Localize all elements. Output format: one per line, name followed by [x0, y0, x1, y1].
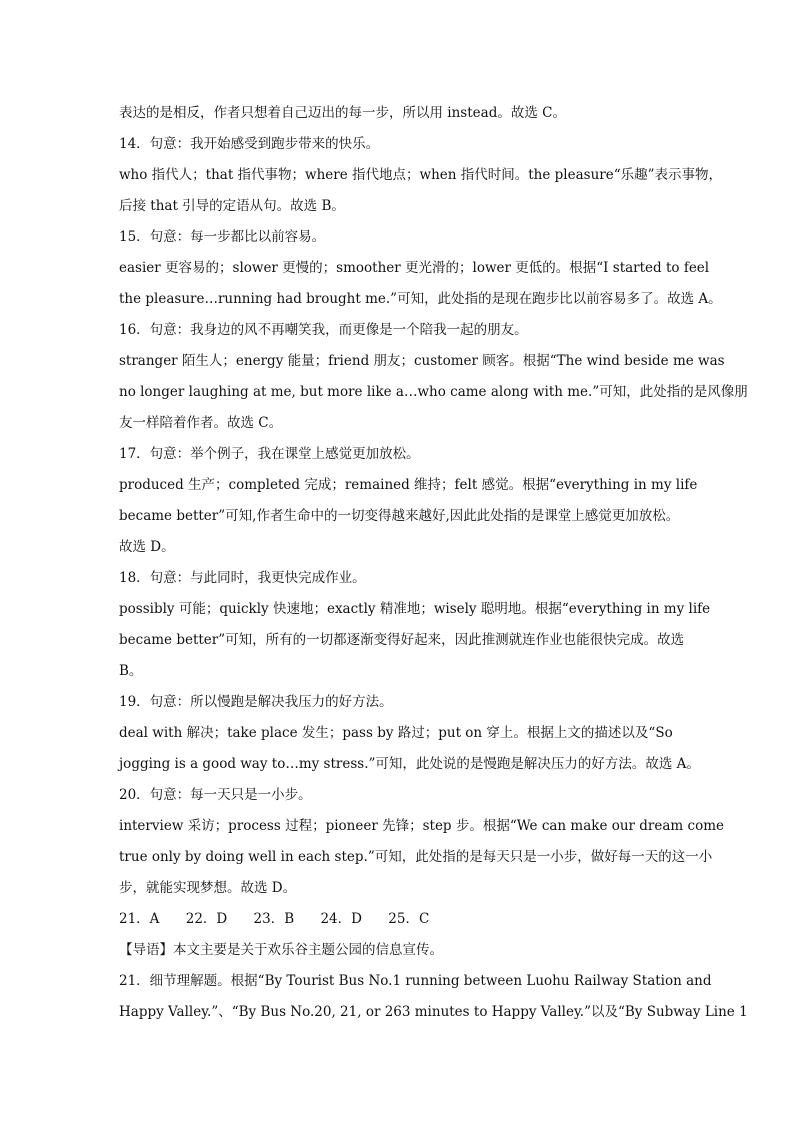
text-line: became better”可知，所有的一切都逐渐变得好起来，因此推测就连作业也能很快完成。故选: [119, 632, 685, 648]
text-line: possibly 可能；quickly 快速地；exactly 精准地；wisely 聪明地。根据“everything in my life: [119, 601, 711, 617]
text-line: jogging is a good way to…my stress.”可知，此处说的是慢跑是解决压力的好方法。故选 A。: [119, 756, 700, 772]
question-heading-19: 19．句意：所以慢跑是解决我压力的好方法。: [119, 694, 393, 710]
text-line: who 指代人；that 指代事物；where 指代地点；when 指代时间。the pleasure“乐趣”表示事物，: [119, 167, 723, 183]
text-line: interview 采访；process 过程；pioneer 先锋；step 步。根据“We can make our dream come: [119, 818, 724, 834]
text-line: B。: [119, 663, 143, 679]
question-heading-17: 17．句意：举个例子，我在课堂上感觉更加放松。: [119, 446, 420, 462]
answer-22: 22．D: [185, 911, 228, 927]
text-line: became better”可知,作者生命中的一切变得越来越好,因此此处指的是课堂上感觉更加放松。: [119, 508, 680, 524]
answer-key-row: [119, 907, 689, 931]
answer-23: 23．B: [253, 911, 295, 927]
text-line: produced 生产；completed 完成；remained 维持；felt 感觉。根据“everything in my life: [119, 477, 698, 493]
text-line: the pleasure…running had brought me.”可知，此处指的是现在跑步比以前容易多了。故选 A。: [119, 291, 722, 307]
passage-intro: 【导语】本文主要是关于欢乐谷主题公园的信息宣传。: [119, 942, 443, 958]
text-line: 友一样陪着作者。故选 C。: [119, 415, 283, 431]
question-heading-21: 21．细节理解题。根据“By Tourist Bus No.1 running between Luohu Railway Station and: [119, 973, 712, 989]
question-heading-14: 14．句意：我开始感受到跑步带来的快乐。: [119, 136, 380, 152]
question-heading-16: 16．句意：我身边的风不再嘲笑我，而更像是一个陪我一起的朋友。: [119, 322, 528, 338]
text-line: no longer laughing at me, but more like a…who came along with me.”可知，此处指的是风像朋: [119, 384, 748, 400]
text-line: easier 更容易的；slower 更慢的；smoother 更光滑的；lower 更低的。根据“I started to feel: [119, 260, 710, 276]
answer-24: 24．D: [320, 911, 362, 927]
text-line: deal with 解决；take place 发生；pass by 路过；put on 穿上。根据上文的描述以及“So: [119, 725, 673, 741]
question-heading-15: 15．句意：每一步都比以前容易。: [119, 229, 326, 245]
text-line: 故选 D。: [119, 539, 175, 555]
text-line: 后接 that 引导的定语从句。故选 B。: [119, 198, 345, 214]
question-heading-18: 18．句意：与此同时，我更快完成作业。: [119, 570, 366, 586]
answer-25: 25．C: [388, 911, 430, 927]
text-line: 步，就能实现梦想。故选 D。: [119, 880, 297, 896]
question-heading-20: 20．句意：每一天只是一小步。: [119, 787, 312, 803]
text-line: true only by doing well in each step.”可知，此处指的是每天只是一小步，做好每一天的这一小: [119, 849, 713, 865]
answer-21: 21．A: [119, 911, 160, 927]
text-line: stranger 陌生人；energy 能量；friend 朋友；customer 顾客。根据“The wind beside me was: [119, 353, 725, 369]
text-line: 表达的是相反，作者只想着自己迈出的每一步，所以用 instead。故选 C。: [119, 105, 566, 121]
text-line: Happy Valley.”、“By Bus No.20, 21, or 263 minutes to Happy Valley.”以及“By Subway Line 1: [119, 1004, 748, 1020]
